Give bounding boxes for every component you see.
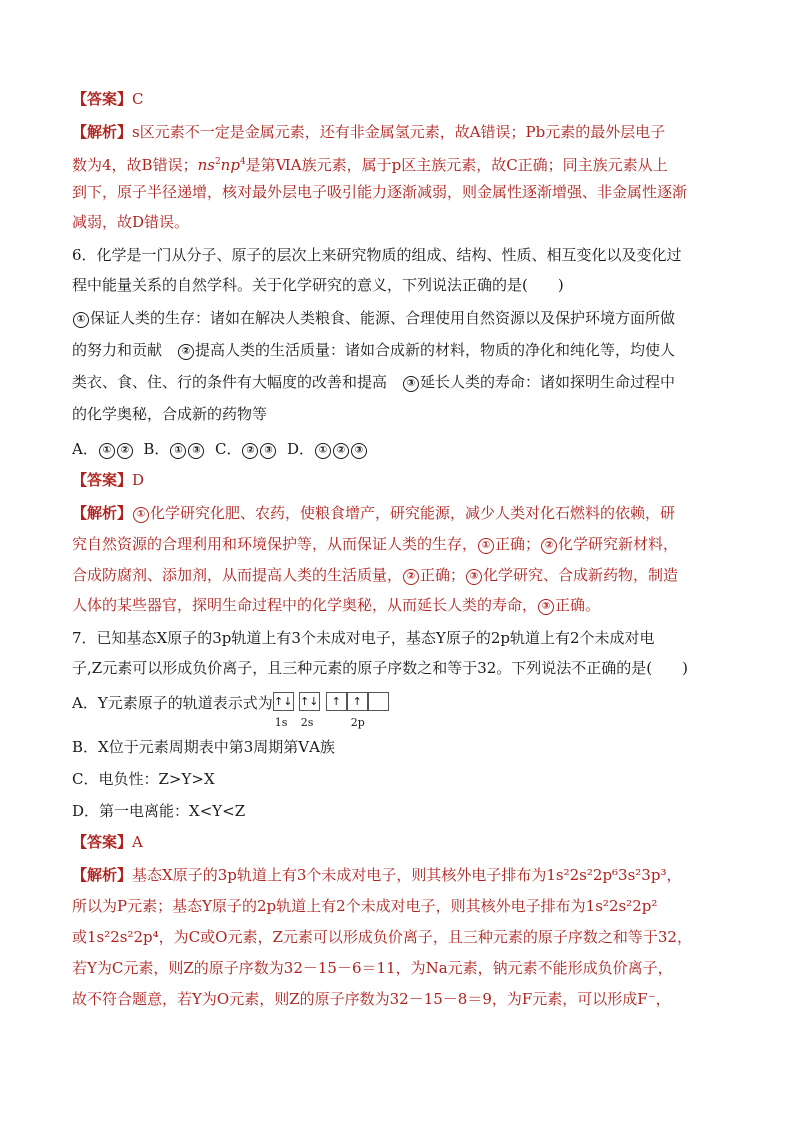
analysis-text: 正确； — [420, 566, 466, 584]
q6-stem-line-2: 程中能量关系的自然学科。关于化学研究的意义，下列说法正确的是( ) — [72, 276, 564, 294]
circled-number: ③ — [351, 443, 367, 459]
option-b-label: B． — [143, 440, 170, 458]
q5-analysis-line-3: 到下，原子半径递增，核对最外层电子吸引能力逐渐减弱，则金属性逐渐增强、非金属性逐渐 — [72, 183, 688, 201]
analysis-text: 合成防腐剂、添加剂，从而提高人类的生活质量， — [72, 566, 403, 584]
choice-text: 延长人类的寿命：诸如探明生命过程中 — [420, 373, 676, 391]
orbital-diagram — [273, 690, 393, 728]
orbital-label: 1s — [274, 716, 288, 729]
circled-number: ① — [478, 538, 494, 554]
answer-label: 【答案】 — [72, 833, 133, 851]
q6-choice-line-2 — [72, 339, 675, 361]
circled-number: ③ — [260, 443, 276, 459]
option-a-label: A． — [72, 440, 98, 458]
formula-sup: 4 — [239, 157, 246, 167]
q7-analysis-line-3: 或1s²2s²2p⁴，为C或O元素，Z元素可以形成负价离子，且三种元素的原子序数之和等于32， — [72, 928, 692, 946]
circled-number: ③ — [538, 599, 554, 615]
q7-analysis-line-4: 若Y为C元素，则Z的原子序数为32－15－6＝11，为Na元素，钠元素不能形成负价离子， — [72, 959, 673, 977]
choice-text: 提高人类的生活质量：诸如合成新的材料，物质的净化和纯化等，均使人 — [195, 341, 676, 359]
formula-np: np — [220, 156, 240, 174]
circled-number: ① — [315, 443, 331, 459]
choice-text: 保证人类的生存：诸如在解决人类粮食、能源、合理使用自然资源以及保护环境方面所做 — [90, 309, 676, 327]
q5-analysis-line-2 — [72, 151, 668, 176]
circled-number: ③ — [188, 443, 204, 459]
analysis-text: 基态X原子的3p轨道上有3个未成对电子，则其核外电子排布为1s²2s²2p⁶3s²3p³， — [132, 866, 682, 884]
q7-analysis-line-2: 所以为P元素；基态Y原子的2p轨道上有2个未成对电子，则其核外电子排布为1s²2s²2p² — [72, 897, 658, 915]
q7-option-d: D．第一电离能：X<Y<Z — [72, 802, 246, 820]
q7-option-a — [72, 690, 393, 728]
q7-stem-line-1: 7．已知基态X原子的3p轨道上有3个未成对电子，基态Y原子的2p轨道上有2个未成对电 — [72, 629, 655, 647]
analysis-text: s区元素不一定是金属元素，还有非金属氢元素，故A错误；Pb元素的最外层电子 — [132, 123, 666, 141]
orbital-box-2p-2: ↑ — [347, 692, 368, 711]
answer-value: A — [132, 833, 143, 851]
circled-number: ② — [541, 538, 557, 554]
circled-number: ③ — [466, 569, 482, 585]
q6-options-line — [72, 438, 368, 460]
q5-analysis-line-1 — [72, 121, 665, 143]
orbital-box-1s: ↑↓ — [273, 692, 294, 711]
option-a-text: A．Y元素原子的轨道表示式为 — [72, 694, 273, 712]
analysis-text: 数为4，故B错误； — [72, 156, 198, 174]
answer-label: 【答案】 — [72, 90, 133, 108]
analysis-text: 化学研究新材料， — [558, 535, 679, 553]
orbital-box-2s: ↑↓ — [299, 692, 320, 711]
analysis-text: 人体的某些器官，探明生命过程中的化学奥秘，从而延长人类的寿命， — [72, 596, 538, 614]
formula-sup: 2 — [214, 157, 221, 167]
orbital-label: 2p — [350, 716, 365, 729]
q5-answer-line — [72, 88, 144, 110]
q7-option-b: B．X位于元素周期表中第3周期第ⅤA族 — [72, 738, 335, 756]
analysis-text: 化学研究化肥、农药，使粮食增产，研究能源，减少人类对化石燃料的依赖，研 — [150, 504, 676, 522]
q6-analysis-line-4 — [72, 594, 600, 616]
q7-analysis-line-1 — [72, 864, 681, 886]
q7-option-c: C．电负性：Z>Y>X — [72, 770, 215, 788]
q6-analysis-line-1 — [72, 502, 675, 524]
analysis-label: 【解析】 — [72, 123, 133, 141]
orbital-box-2p-1: ↑ — [326, 692, 347, 711]
choice-text: 的努力和贡献 — [72, 341, 178, 359]
circled-number: ② — [242, 443, 258, 459]
q6-choice-line-1 — [72, 307, 675, 329]
analysis-label: 【解析】 — [72, 866, 133, 884]
analysis-text: 是第ⅥA族元素，属于p区主族元素，故C正确；同主族元素从上 — [245, 156, 668, 174]
analysis-label: 【解析】 — [72, 504, 133, 522]
analysis-text: 正确； — [495, 535, 541, 553]
circled-number: ③ — [403, 376, 419, 392]
circled-number: ① — [170, 443, 186, 459]
circled-number: ② — [333, 443, 349, 459]
answer-label: 【答案】 — [72, 471, 133, 489]
formula-ns: ns — [197, 156, 215, 174]
circled-number: ② — [403, 569, 419, 585]
q6-analysis-line-2 — [72, 533, 678, 555]
circled-number: ② — [117, 443, 133, 459]
q6-stem-line-1: 6．化学是一门从分子、原子的层次上来研究物质的组成、结构、性质、相互变化以及变化过 — [72, 246, 682, 264]
option-c-label: C． — [214, 440, 242, 458]
choice-text: 类衣、食、住、行的条件有大幅度的改善和提高 — [72, 373, 403, 391]
answer-value: C — [132, 90, 144, 108]
q7-analysis-line-5: 故不符合题意，若Y为O元素，则Z的原子序数为32－15－8＝9，为F元素，可以形成F⁻， — [72, 990, 671, 1008]
q6-choice-line-4: 的化学奥秘，合成新的药物等 — [72, 405, 268, 423]
analysis-text: 正确。 — [555, 596, 601, 614]
orbital-label: 2s — [300, 716, 314, 729]
q7-stem-line-2: 子,Z元素可以形成负价离子，且三种元素的原子序数之和等于32。下列说法不正确的是( ) — [72, 659, 688, 677]
option-d-label: D． — [287, 440, 315, 458]
analysis-text: 化学研究、合成新药物，制造 — [483, 566, 679, 584]
circled-number: ② — [178, 344, 194, 360]
analysis-text: 究自然资源的合理利用和环境保护等，从而保证人类的生存， — [72, 535, 478, 553]
circled-number: ① — [133, 507, 149, 523]
circled-number: ① — [73, 312, 89, 328]
circled-number: ① — [99, 443, 115, 459]
orbital-box-2p-3 — [368, 692, 389, 711]
q6-analysis-line-3 — [72, 564, 678, 586]
q6-choice-line-3 — [72, 371, 675, 393]
q6-answer-line — [72, 469, 144, 491]
q7-answer-line — [72, 831, 143, 853]
answer-value: D — [132, 471, 145, 489]
q5-analysis-line-4: 减弱，故D错误。 — [72, 213, 190, 231]
